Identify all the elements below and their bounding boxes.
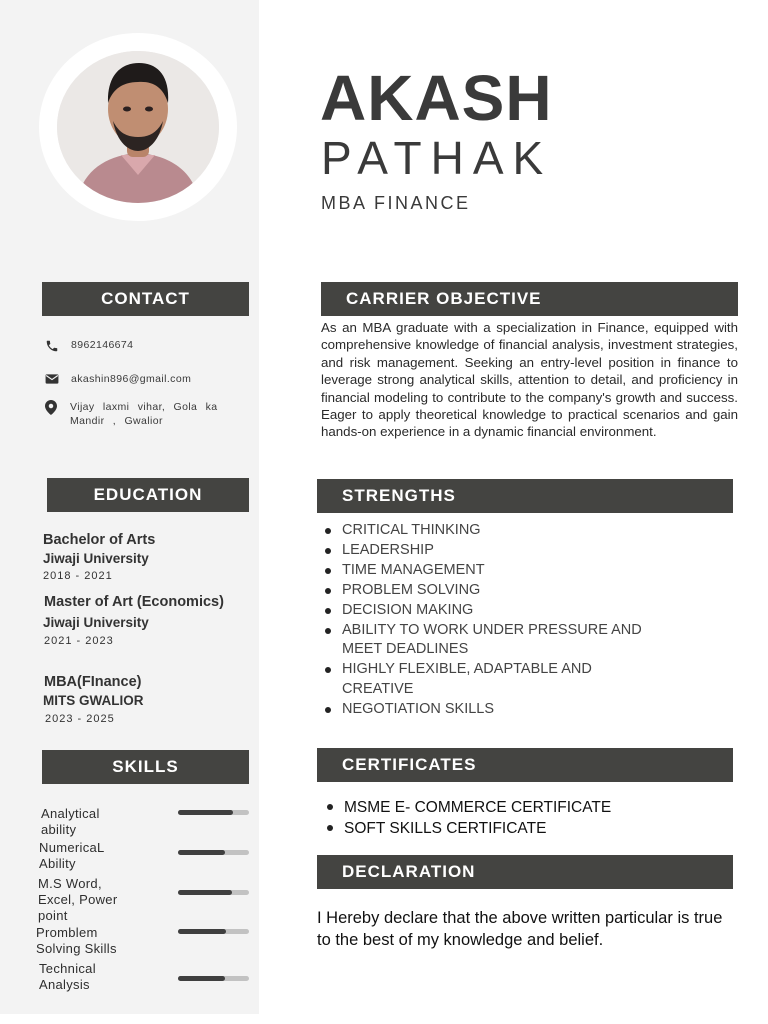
strengths-list [317,521,647,720]
objective-text: As an MBA graduate with a specialization in Finance, equipped with comprehensive knowledge of financial analysis, investment strategies, and risk management. Seeking an entry-level position in finance to leverage strong analytical skills, attention to detail, and proficiency in financial modeling to contribute to the company's growth and success. Eager to apply theoretical knowledge to practical scenarios and gain hands-on experience in a dynamic financial environment. [321,320,738,440]
skill-level-fill [178,976,225,981]
contact-heading: CONTACT [42,282,249,316]
skill-label: Promblem Solving Skills [36,925,117,956]
skill-level-bar [178,976,249,981]
skill-level-fill [178,890,232,895]
education-years: 2023 - 2025 [45,713,115,725]
declaration-heading: DECLARATION [317,855,733,889]
education-degree: Bachelor of Arts [43,532,156,548]
list-item: PROBLEM SOLVING [317,581,647,601]
strengths-heading: STRENGTHS [317,479,733,513]
email-address: akashin896@gmail.com [71,373,192,385]
education-school: Jiwaji University [43,615,149,630]
person-portrait-icon [57,51,219,203]
education-school: Jiwaji University [43,551,149,566]
education-heading: EDUCATION [47,478,249,512]
list-item: DECISION MAKING [317,601,647,621]
first-name: AKASH [320,62,553,134]
list-item: MSME E- COMMERCE CERTIFICATE [319,797,611,818]
education-years: 2021 - 2023 [44,635,114,647]
contact-phone [45,339,133,353]
skill-label: Analytical ability [41,806,100,837]
list-item: TIME MANAGEMENT [317,561,647,581]
list-item: NEGOTIATION SKILLS [317,700,647,720]
skills-heading: SKILLS [42,750,249,784]
education-degree: Master of Art (Economics) [44,594,224,610]
list-item: SOFT SKILLS CERTIFICATE [319,818,611,839]
last-name: PATHAK [321,132,553,184]
skill-level-bar [178,890,249,895]
objective-heading: CARRIER OBJECTIVE [321,282,738,316]
skill-level-bar [178,810,249,815]
skill-level-bar [178,929,249,934]
address-text: Vijay laxmi vihar, Gola ka Mandir , Gwalior [70,401,218,427]
contact-email [45,373,191,387]
certificates-heading: CERTIFICATES [317,748,733,782]
skill-label: M.S Word, Excel, Power point [38,876,118,923]
phone-number: 8962146674 [71,339,134,351]
skill-label: NumericaL Ability [39,840,105,871]
profile-photo [57,51,219,203]
list-item: HIGHLY FLEXIBLE, ADAPTABLE AND CREATIVE [317,660,647,700]
education-school: MITS GWALIOR [43,693,144,708]
location-pin-icon [45,400,61,414]
list-item: CRITICAL THINKING [317,521,647,541]
contact-address [45,400,220,428]
skill-level-bar [178,850,249,855]
skill-level-fill [178,850,225,855]
skill-level-fill [178,810,233,815]
skill-label: Technical Analysis [39,961,96,992]
education-degree: MBA(FInance) [44,674,142,690]
skill-level-fill [178,929,226,934]
declaration-text: I Hereby declare that the above written particular is true to the best of my knowledge and belief. [317,909,723,949]
email-icon [45,373,61,387]
certificates-list [319,797,611,839]
list-item: LEADERSHIP [317,541,647,561]
education-years: 2018 - 2021 [43,570,113,582]
list-item: ABILITY TO WORK UNDER PRESSURE AND MEET DEADLINES [317,621,647,661]
job-title: MBA FINANCE [321,193,471,213]
phone-icon [45,339,61,353]
